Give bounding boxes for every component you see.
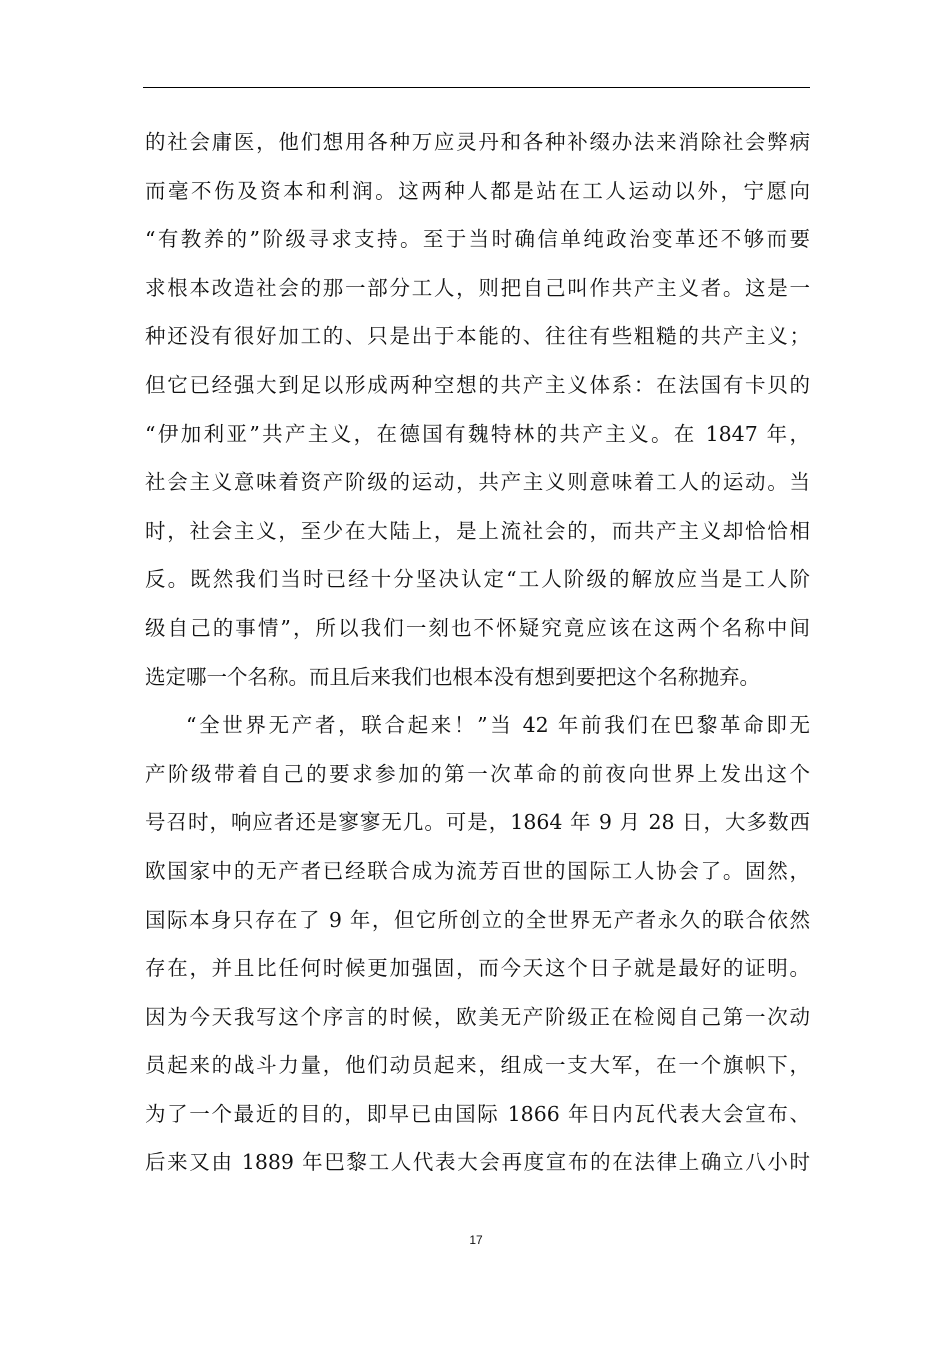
text-line: 国际本身只存在了 9 年，但它所创立的全世界无产者永久的联合依然 — [145, 907, 810, 932]
text-line: 欧国家中的无产者已经联合成为流芳百世的国际工人协会了。固然， — [145, 858, 810, 883]
text-line: 产阶级带着自己的要求参加的第一次革命的前夜向世界上发出这个 — [145, 761, 810, 786]
text-line: 为了一个最近的目的，即早已由国际 1866 年日内瓦代表大会宣布、 — [145, 1101, 810, 1126]
text-line: 后来又由 1889 年巴黎工人代表大会再度宣布的在法律上确立八小时 — [145, 1150, 810, 1175]
text-line: 因为今天我写这个序言的时候，欧美无产阶级正在检阅自己第一次动 — [145, 1004, 810, 1029]
text-line: 选定哪一个名称。而且后来我们也根本没有想到要把这个名称抛弃。 — [145, 664, 760, 689]
text-line: 而毫不伤及资本和利润。这两种人都是站在工人运动以外，宁愿向 — [145, 178, 810, 203]
text-line: 反。既然我们当时已经十分坚决认定“工人阶级的解放应当是工人阶 — [145, 567, 810, 592]
header-rule — [143, 87, 810, 88]
page-number: 17 — [469, 1233, 483, 1247]
text-line: 的社会庸医，他们想用各种万应灵丹和各种补缀办法来消除社会弊病 — [145, 130, 810, 154]
text-line: 但它已经强大到足以形成两种空想的共产主义体系：在法国有卡贝的 — [145, 372, 810, 397]
paragraph — [145, 701, 810, 1187]
paragraph — [145, 118, 810, 701]
body-text — [145, 118, 810, 1187]
text-line: “有教养的”阶级寻求支持。至于当时确信单纯政治变革还不够而要 — [145, 227, 810, 252]
text-line: 号召时，响应者还是寥寥无几。可是，1864 年 9 月 28 日，大多数西 — [145, 810, 810, 835]
text-line: “全世界无产者，联合起来！”当 42 年前我们在巴黎革命即无 — [186, 713, 810, 738]
text-line: “伊加利亚”共产主义，在德国有魏特林的共产主义。在 1847 年， — [145, 421, 810, 446]
text-line: 时，社会主义，至少在大陆上，是上流社会的，而共产主义却恰恰相 — [145, 518, 810, 543]
text-line: 求根本改造社会的那一部分工人，则把自己叫作共产主义者。这是一 — [145, 275, 810, 300]
text-line: 社会主义意味着资产阶级的运动，共产主义则意味着工人的运动。当 — [145, 470, 810, 495]
text-line: 员起来的战斗力量，他们动员起来，组成一支大军，在一个旗帜下， — [145, 1053, 810, 1078]
text-line: 种还没有很好加工的、只是出于本能的、往往有些粗糙的共产主义； — [145, 324, 810, 349]
text-line: 级自己的事情”，所以我们一刻也不怀疑究竟应该在这两个名称中间 — [145, 615, 810, 640]
text-line: 存在，并且比任何时候更加强固，而今天这个日子就是最好的证明。 — [145, 956, 810, 981]
